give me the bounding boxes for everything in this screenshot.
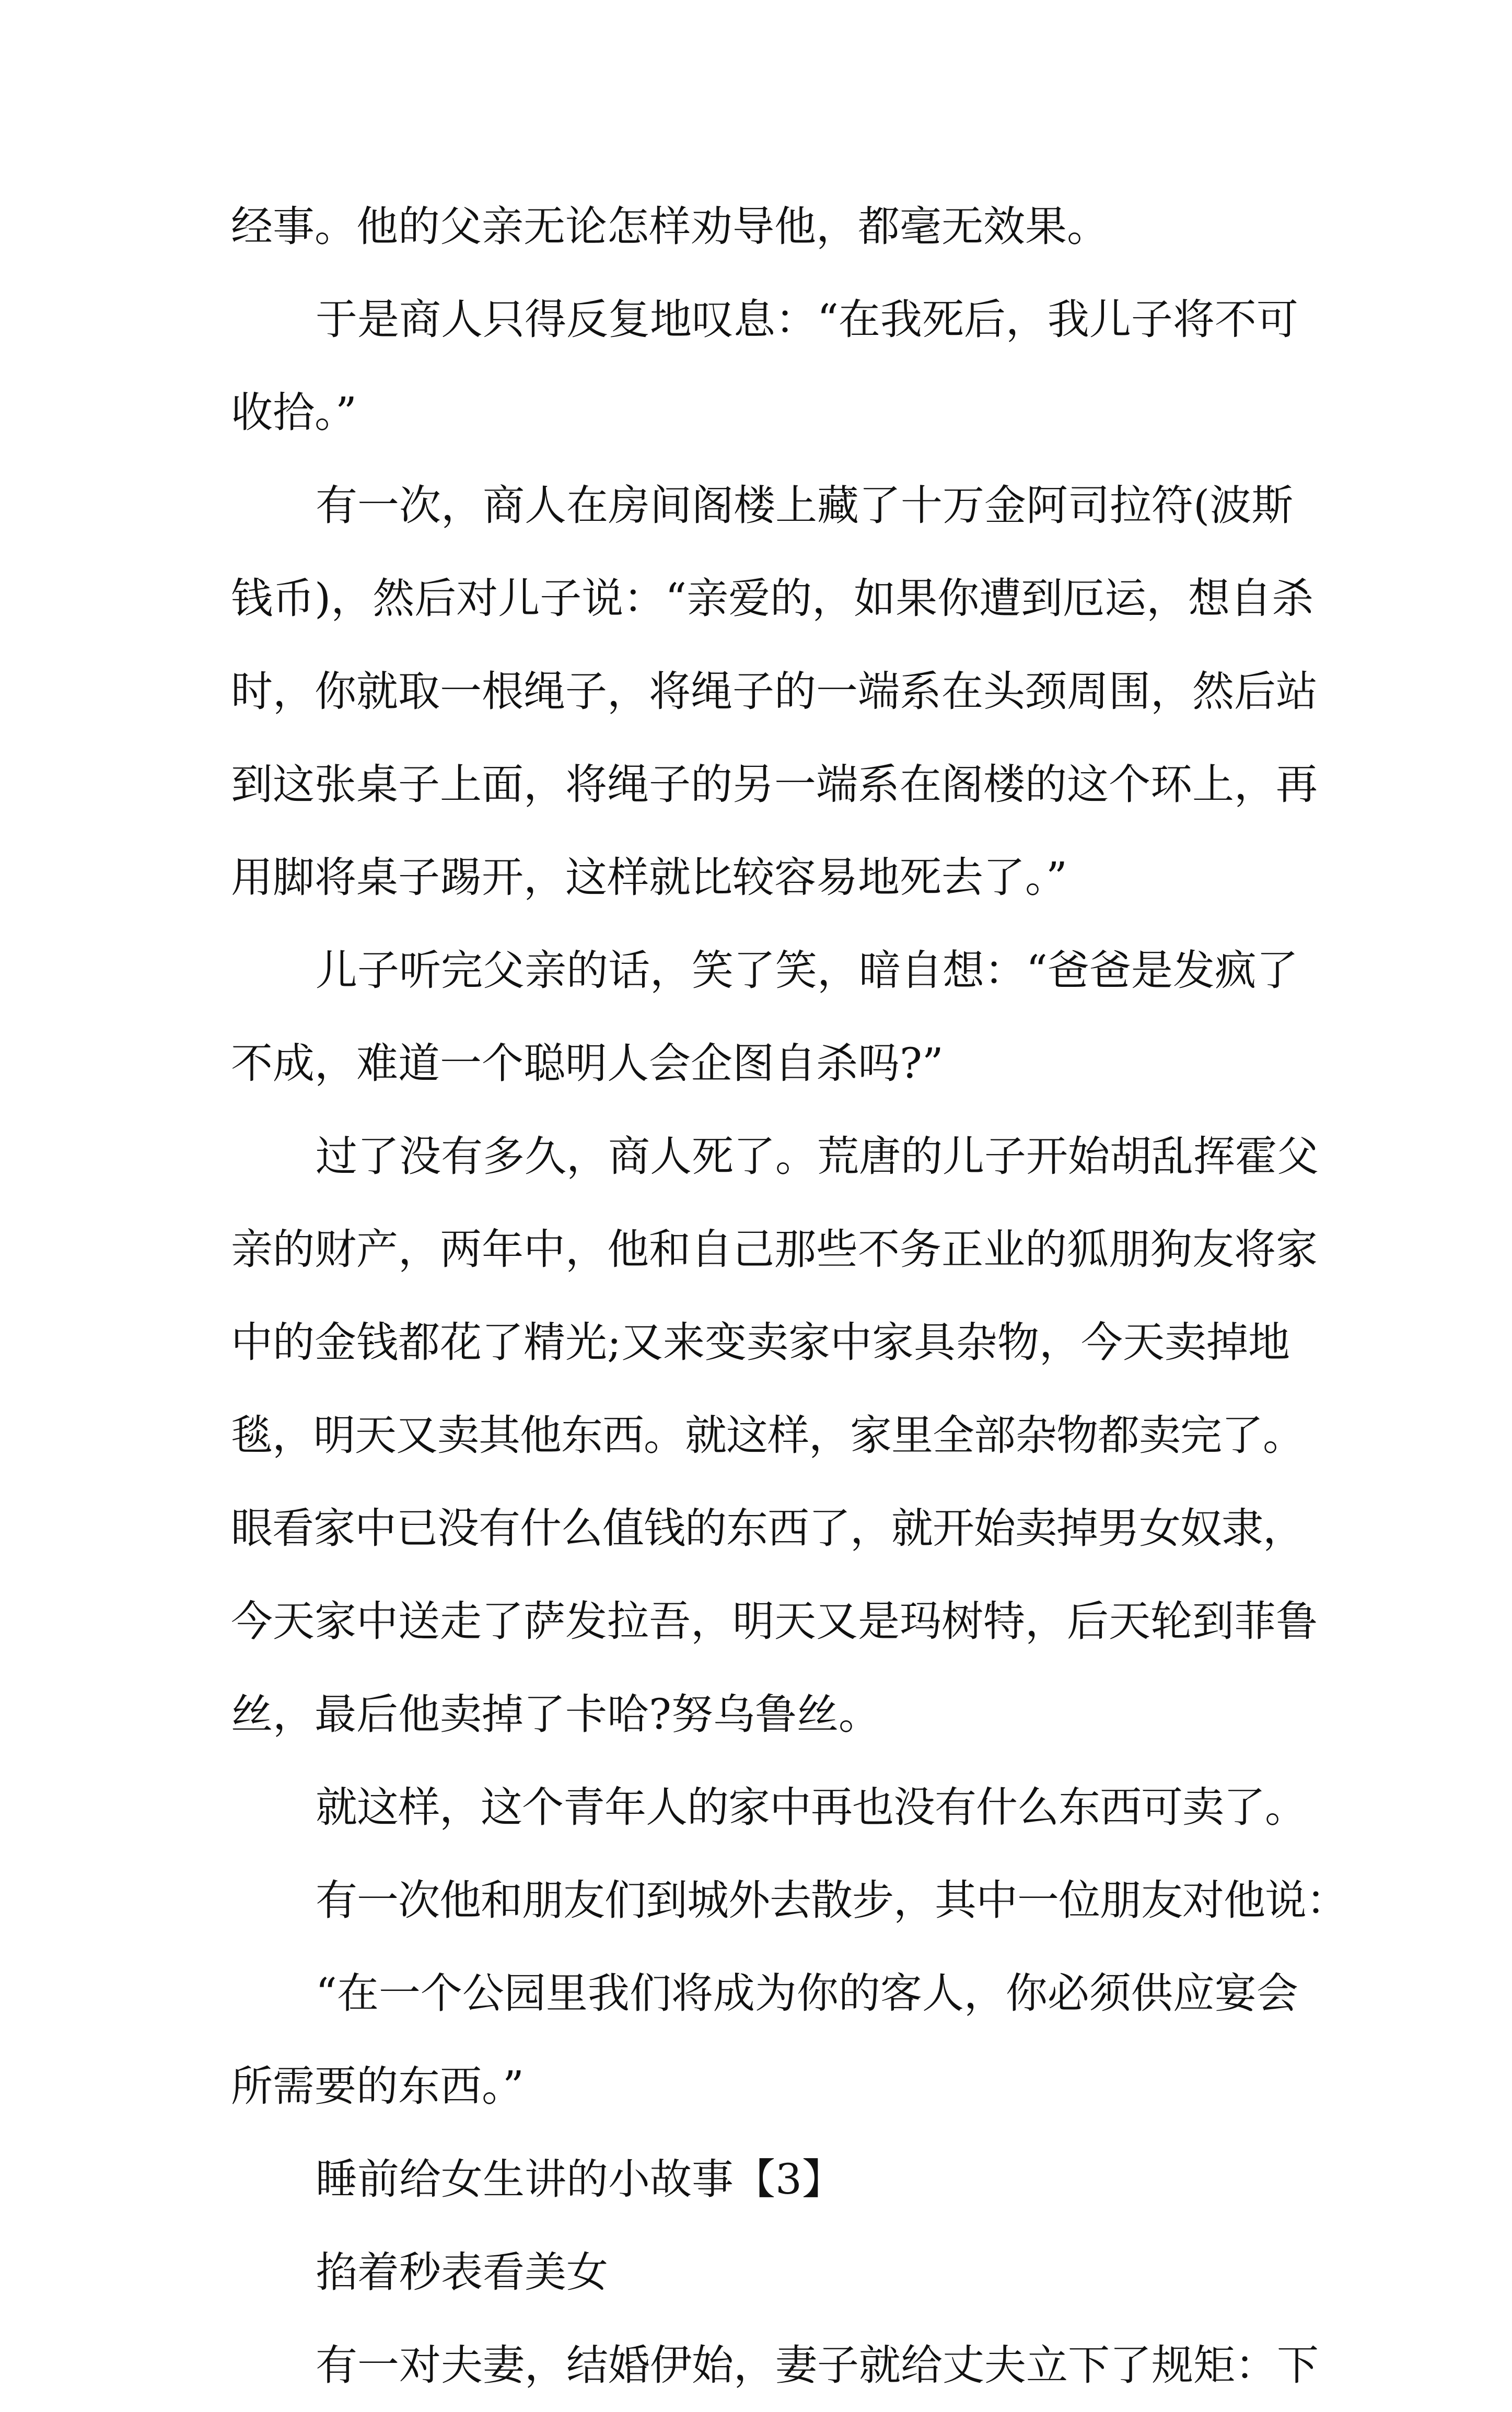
text-line-4: 有一次，商人在房间阁楼上藏了十万金阿司拉符(波斯 [316, 481, 1294, 530]
text-line-20: “在一个公园里我们将成为你的客人，你必须供应宴会 [316, 1969, 1298, 2018]
text-line-10: 不成，难道一个聪明人会企图自杀吗?” [231, 1039, 944, 1088]
text-line-8: 用脚将桌子踢开，这样就比较容易地死去了。” [231, 853, 1067, 902]
text-line-7: 到这张桌子上面，将绳子的另一端系在阁楼的这个环上，再 [231, 760, 1318, 809]
text-line-3: 收拾。” [231, 388, 357, 437]
text-line-17: 丝，最后他卖掉了卡哈?努乌鲁丝。 [231, 1690, 880, 1739]
text-line-2: 于是商人只得反复地叹息：“在我死后，我儿子将不可 [316, 295, 1298, 344]
text-line-1: 经事。他的父亲无论怎样劝导他，都毫无效果。 [231, 202, 1109, 251]
section-heading: 睡前给女生讲的小故事【3】 [316, 2155, 844, 2204]
text-line-15: 眼看家中已没有什么值钱的东西了，就开始卖掉男女奴隶， [231, 1504, 1304, 1553]
text-line-5: 钱币)，然后对儿子说：“亲爱的，如果你遭到厄运，想自杀 [231, 574, 1314, 623]
text-line-18: 就这样，这个青年人的家中再也没有什么东西可卖了。 [316, 1783, 1306, 1832]
text-line-12: 亲的财产，两年中，他和自己那些不务正业的狐朋狗友将家 [231, 1225, 1318, 1274]
text-line-16: 今天家中送走了萨发拉吾，明天又是玛树特，后天轮到菲鲁 [231, 1597, 1318, 1646]
text-line-14: 毯，明天又卖其他东西。就这样，家里全部杂物都卖完了。 [231, 1411, 1304, 1460]
document-body [231, 180, 1347, 2412]
text-line-21: 所需要的东西。” [231, 2062, 524, 2111]
story-title: 掐着秒表看美女 [316, 2248, 608, 2297]
text-line-13: 中的金钱都花了精光;又来变卖家中家具杂物，今天卖掉地 [231, 1318, 1290, 1367]
text-line-11: 过了没有多久，商人死了。荒唐的儿子开始胡乱挥霍父 [316, 1132, 1319, 1181]
text-line-24: 有一对夫妻，结婚伊始，妻子就给丈夫立下了规矩：下 [316, 2341, 1319, 2390]
text-line-6: 时，你就取一根绳子，将绳子的一端系在头颈周围，然后站 [231, 667, 1318, 716]
text-line-9: 儿子听完父亲的话，笑了笑，暗自想：“爸爸是发疯了 [316, 946, 1298, 995]
text-line-19: 有一次他和朋友们到城外去散步，其中一位朋友对他说： [316, 1876, 1347, 1925]
